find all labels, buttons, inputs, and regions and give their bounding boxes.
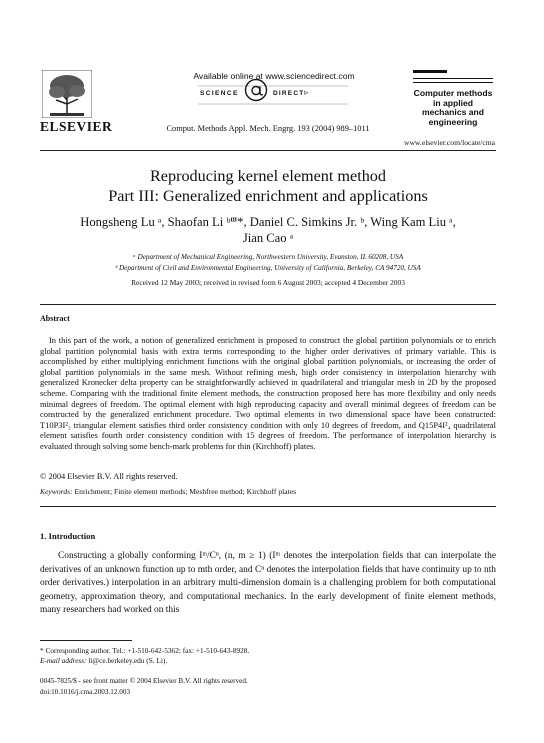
- email-link[interactable]: li@ce.berkeley.edu (S. Li).: [88, 656, 168, 666]
- issn-doi-block: [40, 676, 248, 698]
- available-online-text: Available online at www.sciencedirect.com: [193, 71, 355, 81]
- journal-citation: Comput. Methods Appl. Mech. Engrg. 193 (2004) 989–1011: [166, 124, 370, 133]
- introduction-text: Constructing a globally conforming Iᵐ/Cⁿ, (n, m ≥ 1) (Iᵐ denotes the interpolation fields that can interpolate the derivatives of an unknown function up to mth order, and Cⁿ denotes the interpolation fields that have continuity up to nth order derivatives.) interpolation in an arbitrary multi-dimension domain is a challenging problem for both computational geometry, approximation theory, and computational mechanics. In the early development of finite element methods, many researchers had worked on this: [40, 551, 496, 616]
- authors-line: Hongsheng Lu ᵃ, Shaofan Li ᵇⱎ*, Daniel C. Simkins Jr. ᵇ, Wing Kam Liu ᵃ,: [80, 215, 456, 229]
- direct-word: DIRECT▷: [273, 90, 310, 97]
- affiliations: [40, 252, 496, 273]
- corresponding-author-note: * Corresponding author. Tel.: +1-510-642-5362; fax: +1-510-643-8928.: [40, 646, 250, 655]
- doi-line[interactable]: doi:10.1016/j.cma.2003.12.003: [40, 688, 131, 696]
- journal-name-line: in applied: [432, 97, 474, 108]
- journal-name-line: Computer methods: [413, 88, 493, 98]
- authors-line: Jian Cao ᵃ: [242, 231, 294, 245]
- keywords-text: Enrichment; Finite element methods; Meshfree method; Kirchhoff plates: [74, 487, 297, 496]
- journal-name-line: engineering: [428, 116, 478, 127]
- affiliation-line: ᵇ Department of Civil and Environmental Engineering, University of California, Berkeley, CA 94720, USA: [115, 263, 421, 272]
- issn-line: 0045-7825/$ - see front matter © 2004 Elsevier B.V. All rights reserved.: [40, 677, 248, 685]
- keywords-divider: [40, 506, 496, 507]
- email-line: [40, 656, 496, 666]
- journal-rule-thin: [413, 82, 493, 83]
- section-heading: 1. Introduction: [40, 531, 96, 541]
- journal-name-line: mechanics and: [421, 107, 485, 117]
- elsevier-tree-logo: [42, 70, 92, 118]
- science-word: SCIENCE: [200, 90, 239, 97]
- journal-rule-thin: [413, 78, 493, 79]
- journal-title-block: [413, 70, 493, 127]
- sciencedirect-at-icon: [244, 78, 268, 102]
- header-divider: [40, 150, 496, 151]
- abstract-heading: Abstract: [40, 314, 70, 323]
- author-list: [40, 214, 496, 246]
- abstract-divider: [40, 304, 496, 305]
- affiliation-line: ᵃ Department of Mechanical Engineering, Northwestern University, Evanston, IL 60208, USA: [132, 253, 404, 261]
- journal-name: [413, 89, 493, 127]
- email-label: E-mail address:: [40, 656, 87, 666]
- publisher-name: ELSEVIER: [40, 119, 113, 134]
- paper-title: [40, 166, 496, 206]
- copyright-notice: © 2004 Elsevier B.V. All rights reserved.: [40, 472, 178, 481]
- footnote: [40, 646, 496, 667]
- keywords-label: Keywords:: [40, 487, 73, 496]
- title-line: Reproducing kernel element method: [150, 167, 386, 185]
- journal-url-link[interactable]: www.elsevier.com/locate/cma: [403, 138, 495, 147]
- keywords: [40, 487, 296, 496]
- journal-rule-thick: [413, 70, 447, 73]
- title-line: Part III: Generalized enrichment and applications: [108, 187, 428, 205]
- received-dates: Received 12 May 2003; received in revised form 6 August 2003; accepted 4 December 2003: [131, 278, 405, 287]
- abstract-text: In this part of the work, a notion of generalized enrichment is proposed to construct the global partition polynomials or to enrich global partition polynomial basis with extra terms corresponding to the higher order derivatives of primary variable. This is accomplished by either multiplying enrichment functions with the original global partition polynomials, or increasing the order of global partition polynomials in the same mesh. Without refining mesh, high order consistency in interpolation hierarchy with generalized Kronecker delta property can be straightforwardly achieved in quadrilateral and triangular mesh in 2D by the proposed scheme. Comparing with the traditional finite element methods, the construction proposed here has more flexibility and only needs minimal degrees of freedom. The optimal element with high reproducing capacity and overall minimal degrees of freedom can be constructed by the generalized enrichment procedure. Two optimal elements in two dimensional space have been constructed: T10P3I²₃ triangular element satisfies third order consistency condition with only 10 degrees of freedom, and Q15P4I²₄ quadrilateral element satisfies fourth order consistency condition with 15 degrees of freedom. The performance of interpolation hierarchy is evaluated through solving some bench-mark problems for thin (Kirchhoff) plates.: [40, 335, 496, 451]
- footnote-divider: [40, 640, 132, 641]
